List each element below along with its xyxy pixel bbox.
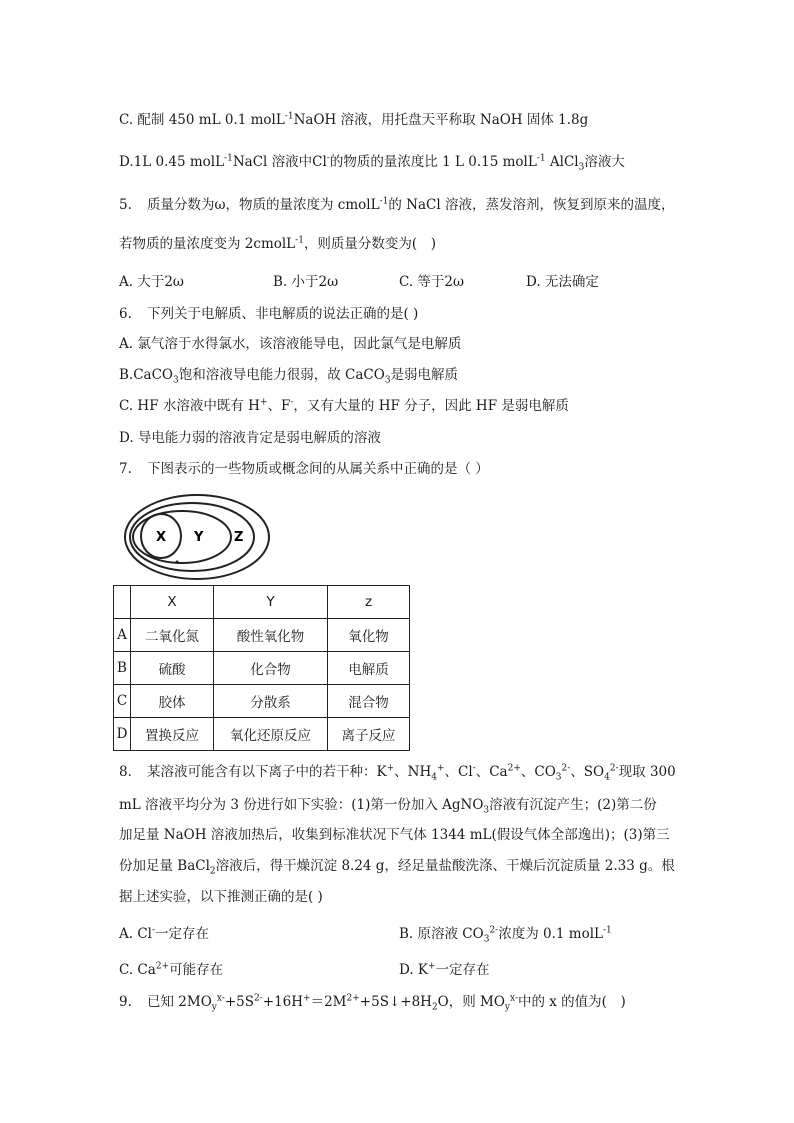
q6-stem: 6. 下列关于电解质、非电解质的说法正确的是( )	[119, 306, 419, 322]
q8-option-c: C. $Ca^{2+}$可能存在	[119, 961, 224, 978]
venn-label-y: Y	[194, 530, 204, 545]
q6-option-a: A. 氯气溶于水得氯水，该溶液能导电，因此氯气是电解质	[119, 336, 462, 352]
q7-stem: 7. 下图表示的一些物质或概念间的从属关系中正确的是（ ）	[119, 461, 489, 477]
table-header-cell	[114, 586, 131, 619]
q5-option-c: C. 等于2ω	[399, 274, 465, 290]
q6-option-c: C. HF 水溶液中既有 H+、F-，又有大量的 HF 分子，因此 HF 是弱电解质	[119, 397, 569, 414]
table-cell: 分散系	[214, 685, 328, 718]
table-cell: 胶体	[131, 685, 214, 718]
q6-option-b: B.CaCO$_3$饱和溶液导电能力很弱，故 CaCO$_3$是弱电解质	[119, 367, 459, 386]
q8-option-b: B. 原溶液 $CO_3^{2-}$浓度为 0.1 molL$^{-1}$	[399, 925, 612, 945]
table-cell: 离子反应	[328, 718, 410, 751]
venn-label-x: X	[156, 530, 167, 545]
table-row	[114, 619, 410, 652]
q5-option-a: A. 大于2ω	[119, 274, 184, 290]
table-cell: C	[114, 685, 131, 718]
q5-option-b: B. 小于2ω	[273, 274, 339, 290]
table-header-cell: z	[328, 586, 410, 619]
table-cell: 氧化还原反应	[214, 718, 328, 751]
question-number: 9.	[119, 994, 132, 1010]
q6-option-d: D. 导电能力弱的溶液肯定是弱电解质的溶液	[119, 430, 381, 446]
question-number: 7.	[119, 461, 132, 477]
q8-stem-line3: 加足量 NaOH 溶液加热后，收集到标准状况下气体 1344 mL(假设气体全部逸出)；(3)第三	[119, 827, 670, 843]
q7-table	[113, 585, 410, 751]
table-cell: 化合物	[214, 652, 328, 685]
table-header-cell: X	[131, 586, 214, 619]
q8-stem-line5: 据上述实验，以下推测正确的是( )	[119, 889, 323, 905]
question-number: 8.	[119, 764, 132, 780]
venn-diagram	[122, 492, 278, 584]
q8-option-d: D. K+一定存在	[399, 961, 490, 978]
table-header-row	[114, 586, 410, 619]
table-cell: 混合物	[328, 685, 410, 718]
table-row	[114, 718, 410, 751]
venn-label-z: Z	[234, 530, 244, 545]
q5-stem-line1: 5. 质量分数为ω，物质的量浓度为 cmolL$^{-1}$的 NaCl 溶液，蒸发溶剂，恢复到原来的温度，	[119, 196, 675, 213]
table-row	[114, 652, 410, 685]
table-cell: 电解质	[328, 652, 410, 685]
question-number: 6.	[119, 306, 132, 322]
table-cell: A	[114, 619, 131, 652]
table-cell: 二氧化氮	[131, 619, 214, 652]
table-cell: 置换反应	[131, 718, 214, 751]
table-row	[114, 685, 410, 718]
q8-option-a: A. Cl-一定存在	[119, 925, 210, 942]
table-cell: 氧化物	[328, 619, 410, 652]
q5-option-d: D. 无法确定	[526, 274, 599, 290]
table-cell: B	[114, 652, 131, 685]
q8-stem-line2: mL 溶液平均分为 3 份进行如下实验：(1)第一份加入 AgNO$_3$溶液有沉淀产生；(2)第二份	[119, 797, 657, 816]
q5-stem-line2: 若物质的量浓度变为 2cmolL$^{-1}$，则质量分数变为( )	[119, 235, 436, 252]
q4-option-c: C. 配制 450 mL 0.1 molL$^{-1}$NaOH 溶液，用托盘天平称取 NaOH 固体 1.8g	[119, 111, 589, 128]
table-cell: D	[114, 718, 131, 751]
table-cell: 硫酸	[131, 652, 214, 685]
q9-stem: 9. 已知 $2MO_y^{x-}+5S^{2-}+16H^+=2M^{2+}+5S↓+8H_2O$，则 $MO_y^{x-}$中的 x 的值为( )	[119, 993, 626, 1013]
q4-option-d: D.1L 0.45 molL$^{-1}$NaCl 溶液中Cl-的物质的量浓度比 1 L 0.15 molL$^{-1}$ AlCl$_3$溶液大	[119, 153, 625, 173]
table-header-cell: Y	[214, 586, 328, 619]
q8-stem-line4: 份加足量 BaCl$_2$溶液后，得干燥沉淀 8.24 g，经足量盐酸洗涤、干燥后沉淀质量 2.33 g。根	[119, 858, 675, 877]
q8-stem-line1: 8. 某溶液可能含有以下离子中的若干种：K+、$NH_4^+$、Cl-、$Ca^{2+}$、$CO_3^{2-}$、$SO_4^{2-}$现取 300	[119, 763, 676, 783]
question-number: 5.	[119, 197, 132, 213]
table-cell: 酸性氧化物	[214, 619, 328, 652]
